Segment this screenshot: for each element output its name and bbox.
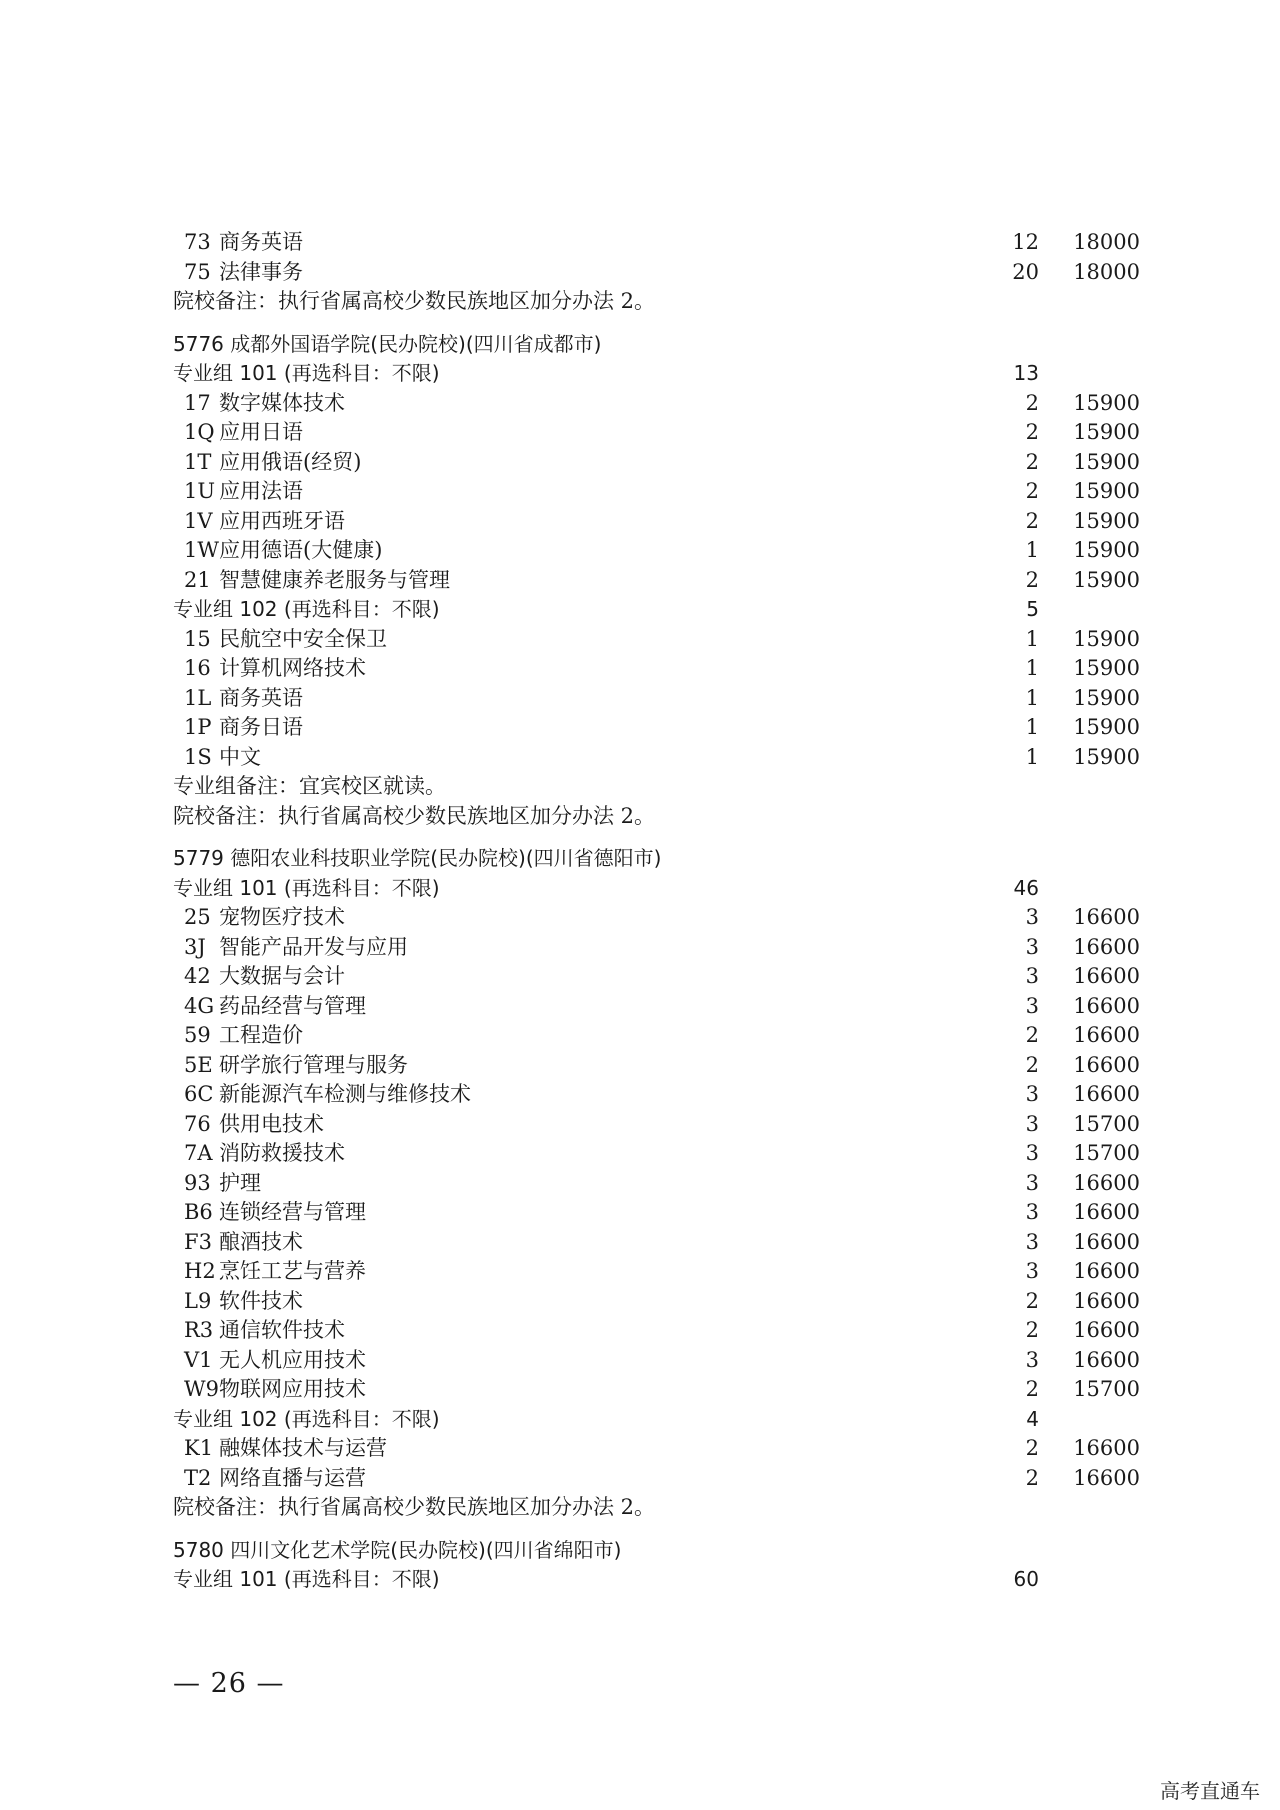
major-name: 法律事务: [219, 259, 303, 284]
major-row: [0, 1464, 1280, 1494]
major-name: 计算机网络技术: [219, 656, 366, 680]
major-name: 民航空中安全保卫: [219, 626, 387, 651]
plan-count: 3: [1025, 1229, 1039, 1254]
major-row: [0, 1287, 1280, 1317]
tuition-fee: 15900: [1073, 744, 1140, 769]
major-code: 42: [184, 964, 211, 988]
plan-count: 3: [1025, 1259, 1039, 1283]
major-name: 中文: [219, 744, 261, 769]
plan-count: 2: [1025, 390, 1039, 415]
plan-count: 3: [1025, 1347, 1039, 1372]
plan-count: 2: [1025, 567, 1039, 592]
major-row: [0, 448, 1280, 478]
major-row: [0, 418, 1280, 448]
plan-count: 20: [1012, 259, 1039, 284]
plan-count: 2: [1025, 1465, 1039, 1490]
major-row: [0, 1021, 1280, 1051]
plan-count: 3: [1025, 934, 1039, 959]
tuition-fee: 15900: [1073, 567, 1140, 592]
major-row: [0, 1169, 1280, 1199]
major-name: 网络直播与运营: [219, 1465, 366, 1490]
major-name: 软件技术: [219, 1288, 303, 1313]
major-name: 通信软件技术: [219, 1318, 345, 1342]
plan-count: 1: [1025, 685, 1039, 710]
remark-text: 院校备注：执行省属高校少数民族地区加分办法 2。: [173, 1495, 656, 1519]
major-code: K1: [184, 1436, 214, 1460]
major-code: 75: [184, 259, 211, 284]
tuition-fee: 16600: [1073, 993, 1140, 1018]
group-plan-count: 13: [1013, 361, 1039, 385]
major-row: [0, 1434, 1280, 1464]
remark-line: [0, 802, 1280, 832]
plan-count: 3: [1025, 1170, 1039, 1195]
tuition-fee: 16600: [1073, 1465, 1140, 1490]
plan-count: 3: [1025, 993, 1039, 1018]
tuition-fee: 16600: [1073, 1288, 1140, 1313]
tuition-fee: 15900: [1073, 449, 1140, 474]
plan-count: 1: [1025, 626, 1039, 651]
major-name: 商务英语: [219, 230, 303, 254]
major-group-header: [0, 359, 1280, 389]
major-row: [0, 1139, 1280, 1169]
remark-line: [0, 772, 1280, 802]
plan-count: 1: [1025, 715, 1039, 739]
major-row: [0, 566, 1280, 596]
page-number: — 26 —: [173, 1668, 285, 1699]
major-row: [0, 962, 1280, 992]
major-row: [0, 389, 1280, 419]
tuition-fee: 16600: [1073, 1347, 1140, 1372]
major-row: [0, 933, 1280, 963]
major-name: 工程造价: [219, 1023, 303, 1047]
major-code: W9: [184, 1377, 219, 1401]
major-name: 消防救援技术: [219, 1141, 345, 1165]
major-name: 应用俄语(经贸): [219, 449, 362, 474]
major-code: 59: [184, 1023, 211, 1047]
major-name: 连锁经营与管理: [219, 1200, 366, 1224]
plan-count: 2: [1025, 1023, 1039, 1047]
plan-count: 2: [1025, 420, 1039, 444]
plan-count: 3: [1025, 1141, 1039, 1165]
tuition-fee: 15900: [1073, 420, 1140, 444]
major-group-header: [0, 874, 1280, 904]
plan-count: 3: [1025, 1082, 1039, 1106]
major-code: 1T: [184, 449, 212, 474]
major-code: 3J: [184, 934, 206, 959]
admission-table: [0, 228, 1280, 1595]
major-code: 76: [184, 1111, 211, 1136]
school-name: 5780 四川文化艺术学院(民办院校)(四川省绵阳市): [173, 1537, 622, 1562]
major-name: 融媒体技术与运营: [219, 1436, 387, 1460]
major-row: [0, 713, 1280, 743]
major-code: 1P: [184, 715, 212, 739]
plan-count: 2: [1025, 508, 1039, 533]
school-header: [0, 1536, 1280, 1566]
section-gap: [0, 831, 1280, 844]
major-code: 1V: [184, 508, 213, 533]
tuition-fee: 16600: [1073, 905, 1140, 929]
major-name: 商务日语: [219, 715, 303, 739]
major-code: 1U: [184, 479, 216, 503]
remark-text: 专业组备注：宜宾校区就读。: [173, 774, 446, 798]
plan-count: 3: [1025, 964, 1039, 988]
major-code: T2: [184, 1465, 212, 1490]
tuition-fee: 16600: [1073, 1229, 1140, 1254]
tuition-fee: 15900: [1073, 626, 1140, 651]
major-code: 5E: [184, 1052, 213, 1077]
major-name: 数字媒体技术: [219, 390, 345, 415]
major-code: F3: [184, 1229, 212, 1254]
section-gap: [0, 1523, 1280, 1536]
tuition-fee: 15700: [1073, 1141, 1140, 1165]
remark-text: 院校备注：执行省属高校少数民族地区加分办法 2。: [173, 289, 656, 313]
major-name: 宠物医疗技术: [219, 905, 345, 929]
major-code: L9: [184, 1288, 212, 1313]
major-name: 酿酒技术: [219, 1229, 303, 1254]
plan-count: 2: [1025, 1052, 1039, 1077]
plan-count: 3: [1025, 1111, 1039, 1136]
major-code: 4G: [184, 993, 215, 1018]
tuition-fee: 16600: [1073, 1052, 1140, 1077]
major-name: 智慧健康养老服务与管理: [219, 567, 450, 592]
group-label: 专业组 101 (再选科目：不限): [173, 875, 440, 900]
major-group-header: [0, 595, 1280, 625]
major-code: H2: [184, 1259, 216, 1283]
major-name: 智能产品开发与应用: [219, 934, 408, 959]
tuition-fee: 15900: [1073, 715, 1140, 739]
major-row: [0, 1080, 1280, 1110]
tuition-fee: 15900: [1073, 508, 1140, 533]
remark-line: [0, 287, 1280, 317]
major-row: [0, 477, 1280, 507]
tuition-fee: 16600: [1073, 964, 1140, 988]
plan-count: 2: [1025, 449, 1039, 474]
major-row: [0, 1316, 1280, 1346]
tuition-fee: 18000: [1073, 259, 1140, 284]
major-code: 93: [184, 1170, 211, 1195]
major-code: 21: [184, 567, 211, 592]
major-row: [0, 258, 1280, 288]
tuition-fee: 16600: [1073, 1170, 1140, 1195]
watermark: 高考直通车: [1160, 1779, 1260, 1803]
major-code: R3: [184, 1318, 214, 1342]
major-name: 应用西班牙语: [219, 508, 345, 533]
major-name: 应用德语(大健康): [219, 538, 383, 562]
group-plan-count: 60: [1013, 1567, 1039, 1591]
group-plan-count: 46: [1013, 875, 1039, 900]
remark-line: [0, 1493, 1280, 1523]
tuition-fee: 16600: [1073, 1023, 1140, 1047]
major-name: 商务英语: [219, 685, 303, 710]
major-code: 1Q: [184, 420, 215, 444]
major-code: 6C: [184, 1082, 214, 1106]
tuition-fee: 15900: [1073, 538, 1140, 562]
major-row: [0, 1110, 1280, 1140]
major-name: 烹饪工艺与营养: [219, 1259, 366, 1283]
major-code: 1L: [184, 685, 212, 710]
plan-count: 12: [1012, 230, 1039, 254]
tuition-fee: 16600: [1073, 1436, 1140, 1460]
major-row: [0, 654, 1280, 684]
major-row: [0, 1346, 1280, 1376]
tuition-fee: 16600: [1073, 1318, 1140, 1342]
major-name: 供用电技术: [219, 1111, 324, 1136]
major-code: 73: [184, 230, 211, 254]
major-code: 1S: [184, 744, 212, 769]
major-code: 1W: [184, 538, 219, 562]
plan-count: 2: [1025, 479, 1039, 503]
major-name: 应用日语: [219, 420, 303, 444]
plan-count: 1: [1025, 656, 1039, 680]
plan-count: 2: [1025, 1377, 1039, 1401]
plan-count: 1: [1025, 744, 1039, 769]
major-row: [0, 507, 1280, 537]
major-name: 物联网应用技术: [219, 1377, 366, 1401]
major-code: 17: [184, 390, 211, 415]
tuition-fee: 18000: [1073, 230, 1140, 254]
major-name: 新能源汽车检测与维修技术: [219, 1082, 471, 1106]
group-label: 专业组 102 (再选科目：不限): [173, 1406, 440, 1431]
tuition-fee: 16600: [1073, 1200, 1140, 1224]
plan-count: 3: [1025, 905, 1039, 929]
major-name: 研学旅行管理与服务: [219, 1052, 408, 1077]
major-name: 应用法语: [219, 479, 303, 503]
tuition-fee: 15900: [1073, 685, 1140, 710]
major-row: [0, 1051, 1280, 1081]
major-group-header: [0, 1405, 1280, 1435]
plan-count: 3: [1025, 1200, 1039, 1224]
tuition-fee: 16600: [1073, 934, 1140, 959]
plan-count: 2: [1025, 1318, 1039, 1342]
plan-count: 2: [1025, 1288, 1039, 1313]
major-code: V1: [184, 1347, 213, 1372]
tuition-fee: 15900: [1073, 479, 1140, 503]
major-code: 16: [184, 656, 211, 680]
major-row: [0, 1375, 1280, 1405]
tuition-fee: 16600: [1073, 1082, 1140, 1106]
major-code: B6: [184, 1200, 213, 1224]
tuition-fee: 15700: [1073, 1111, 1140, 1136]
major-row: [0, 743, 1280, 773]
major-group-header: [0, 1565, 1280, 1595]
school-header: [0, 330, 1280, 360]
major-name: 护理: [219, 1170, 261, 1195]
group-label: 专业组 101 (再选科目：不限): [173, 361, 440, 385]
plan-count: 2: [1025, 1436, 1039, 1460]
major-row: [0, 684, 1280, 714]
school-name: 5779 德阳农业科技职业学院(民办院校)(四川省德阳市): [173, 846, 662, 870]
major-name: 无人机应用技术: [219, 1347, 366, 1372]
major-row: [0, 625, 1280, 655]
group-label: 专业组 102 (再选科目：不限): [173, 597, 440, 621]
major-row: [0, 1198, 1280, 1228]
group-plan-count: 5: [1026, 597, 1039, 621]
plan-count: 1: [1025, 538, 1039, 562]
remark-text: 院校备注：执行省属高校少数民族地区加分办法 2。: [173, 803, 656, 828]
group-label: 专业组 101 (再选科目：不限): [173, 1567, 440, 1591]
major-code: 25: [184, 905, 211, 929]
tuition-fee: 16600: [1073, 1259, 1140, 1283]
major-code: 15: [184, 626, 211, 651]
major-code: 7A: [184, 1141, 213, 1165]
group-plan-count: 4: [1026, 1406, 1039, 1431]
major-row: [0, 536, 1280, 566]
major-row: [0, 992, 1280, 1022]
major-row: [0, 1257, 1280, 1287]
tuition-fee: 15700: [1073, 1377, 1140, 1401]
tuition-fee: 15900: [1073, 390, 1140, 415]
major-row: [0, 1228, 1280, 1258]
section-gap: [0, 317, 1280, 330]
major-row: [0, 228, 1280, 258]
major-name: 药品经营与管理: [219, 993, 366, 1018]
major-row: [0, 903, 1280, 933]
tuition-fee: 15900: [1073, 656, 1140, 680]
school-name: 5776 成都外国语学院(民办院校)(四川省成都市): [173, 331, 602, 356]
school-header: [0, 844, 1280, 874]
major-name: 大数据与会计: [219, 964, 345, 988]
